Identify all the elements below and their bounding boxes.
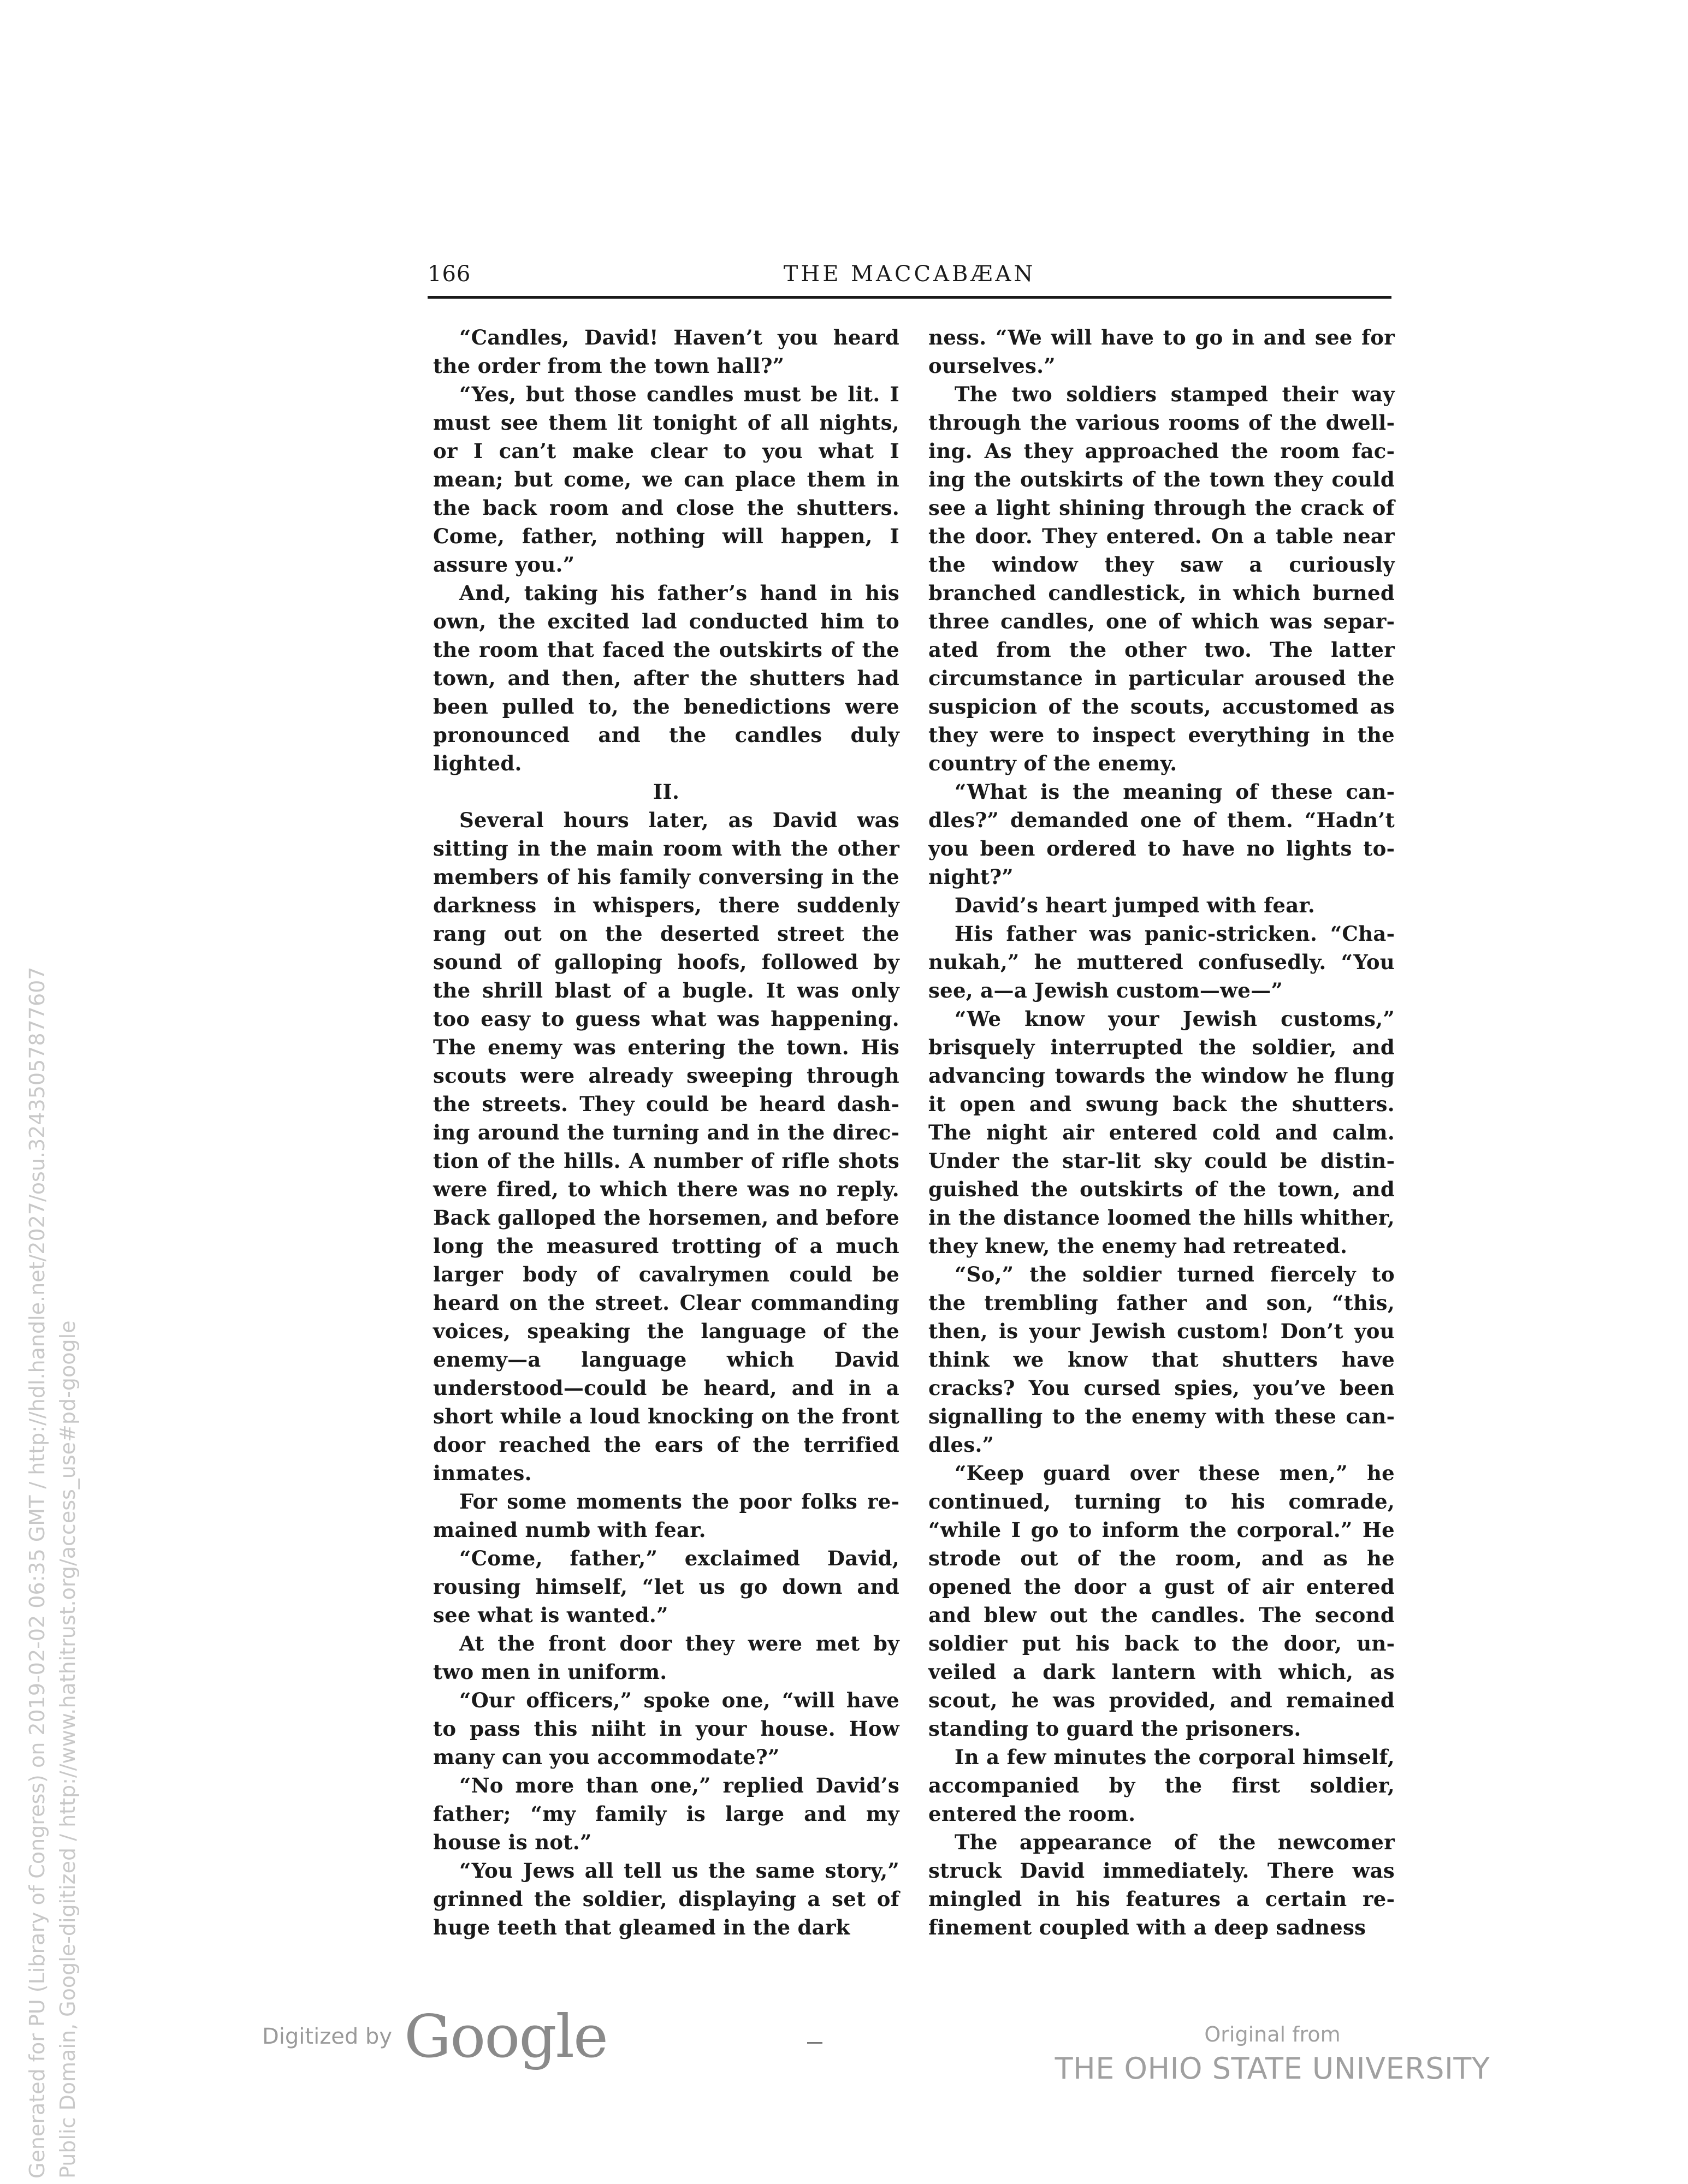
paragraph: His father was panic-stricken. “Chanukah,” he muttered confusedly. “You see, a—a Jewish custom—we—” <box>928 922 1395 1002</box>
stamp-line-1: Generated for PU (Library of Congress) on 2019-02-02 06:35 GMT / http://hdl.handle.net/2027/osu.32435057877607 <box>25 966 49 2179</box>
google-logo: Google <box>404 2002 607 2071</box>
paragraph: The two soldiers stamped their way through the various rooms of the dwelling. As they approached the room facing the outskirts of the town they could see a light shining through the crack of the door. They entered. On a table near the window they saw a curiously branched candlestick, in which burned three candles, one of which was separated from the other two. The latter circumstance in particular aroused the suspicion of the scouts, accustomed as they were to inspect everything in the country of the enemy. <box>928 382 1395 775</box>
paragraph: “So,” the soldier turned fiercely to the trembling father and son, “this, then, is your Jewish custom! Don’t you think we know that shutters have cracks? You cursed spies, you’ve been signalling to the enemy with these candles.” <box>928 1262 1395 1457</box>
paragraph: “We know your Jewish customs,” brisquely interrupted the soldier, and advancing towards the window he flung it open and swung back the shutters. The night air entered cold and calm. Under the star-lit sky could be distinguished the outskirts of the town, and in the distance loomed the hills whither, they knew, the enemy had retreated. <box>928 1007 1395 1258</box>
paragraph: At the front door they were met by two men in uniform. <box>433 1631 899 1684</box>
right-text-column <box>928 323 1395 1942</box>
original-from <box>1054 2020 1491 2089</box>
running-title: THE MACCABÆAN <box>783 262 1036 287</box>
paragraph: “Come, father,” exclaimed David, rousing himself, “let us go down and see what is wanted.” <box>433 1546 899 1627</box>
paragraph: The appearance of the newcomer struck David immediately. There was mingled in his features a certain refinement coupled with a deep sadness <box>928 1830 1395 1939</box>
digitized-by-google <box>262 1993 607 2080</box>
university-name: THE OHIO STATE UNIVERSITY <box>1055 2051 1490 2086</box>
page-number: 166 <box>428 262 471 287</box>
stamp-line-2: Public Domain, Google-digitized / http://www.hathitrust.org/access_use#pd-google <box>56 1320 80 2179</box>
paragraph: “Keep guard over these men,” he continued, turning to his comrade, “while I go to inform the corporal.” He strode out of the room, and as he opened the door a gust of air entered and blew out the candles. The second soldier put his back to the door, unveiled a dark lantern with which, as scout, he was provided, and remained standing to guard the prisoners. <box>928 1461 1395 1741</box>
paragraph: ness. “We will have to go in and see for ourselves.” <box>928 325 1395 378</box>
digitized-by-label: Digitized by <box>262 2024 392 2049</box>
paragraph: In a few minutes the corporal himself, accompanied by the first soldier, entered the room. <box>928 1745 1395 1826</box>
paragraph: Several hours later, as David was sitting in the main room with the other members of his family conversing in the darkness in whispers, there suddenly rang out on the deserted street the sound of galloping hoofs, followed by the shrill blast of a bugle. It was only too easy to guess what was happening. The enemy was entering the town. His scouts were already sweeping through the streets. They could be heard dashing around the turning and in the direction of the hills. A number of rifle shots were fired, to which there was no reply. Back galloped the horsemen, and before long the measured trotting of a much larger body of cavalrymen could be heard on the street. Clear commanding voices, speaking the language of the enemy—a language which David understood—could be heard, and in a short while a loud knocking on the front door reached the ears of the terrified inmates. <box>433 808 899 1485</box>
section-heading: II. <box>653 780 680 804</box>
paragraph: David’s heart jumped with fear. <box>955 893 1316 917</box>
paragraph: “Our officers,” spoke one, “will have to pass this niiht in your house. How many can you accommodate?” <box>433 1688 899 1769</box>
paragraph: “Candles, David! Haven’t you heard the order from the town hall?” <box>433 325 899 378</box>
paragraph: “No more than one,” replied David’s father; “my family is large and my house is not.” <box>433 1773 899 1854</box>
paragraph: “What is the meaning of these candles?” demanded one of them. “Hadn’t you been ordered to have no lights tonight?” <box>928 780 1395 889</box>
paragraph: And, taking his father’s hand in his own, the excited lad conducted him to the room that faced the outskirts of the town, and then, after the shutters had been pulled to, the benedictions were pronounced and the candles duly lighted. <box>433 581 899 775</box>
paragraph: “Yes, but those candles must be lit. I must see them lit tonight of all nights, or I can’t make clear to you what I mean; but come, we can place them in the back room and close the shutters. Come, father, nothing will happen, I assure you.” <box>433 382 899 577</box>
paragraph: “You Jews all tell us the same story,” grinned the soldier, displaying a set of huge teeth that gleamed in the dark <box>433 1859 899 1939</box>
page-header <box>428 258 1391 299</box>
footer-dash <box>807 2042 822 2044</box>
hathitrust-side-stamp <box>22 759 83 2179</box>
left-text-column <box>433 323 899 1942</box>
paragraph: For some moments the poor folks remained numb with fear. <box>433 1489 899 1542</box>
original-from-label: Original from <box>1204 2022 1341 2046</box>
